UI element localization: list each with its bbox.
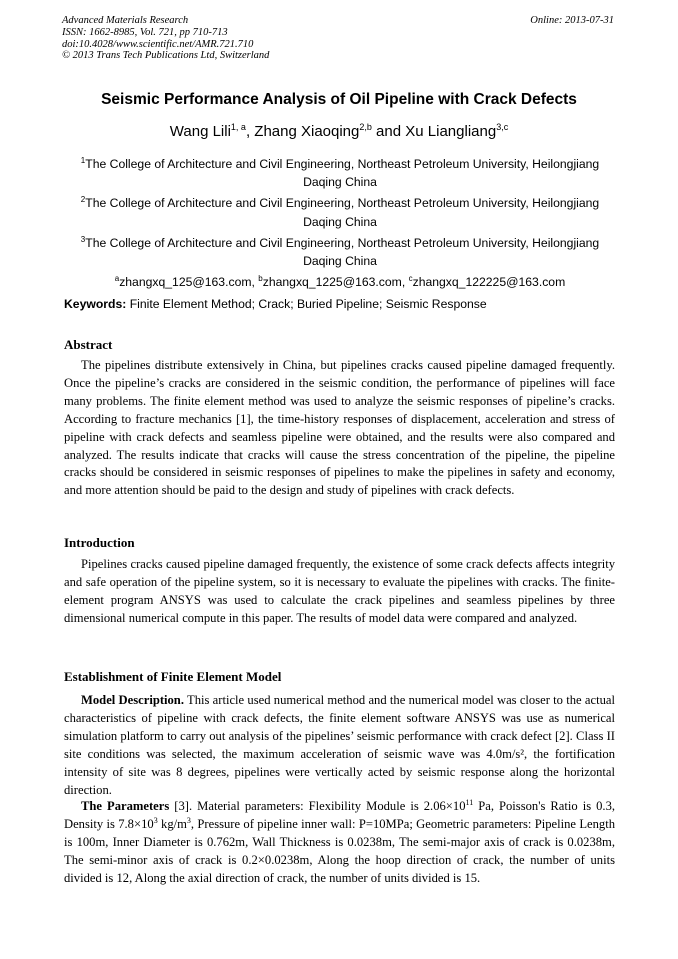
email-link[interactable]: zhangxq_122225@163.com — [412, 275, 566, 290]
author-list — [0, 122, 678, 140]
parameters-ref: [3]. — [169, 799, 193, 813]
author-sup: 3,c — [496, 122, 509, 132]
author-separator: , — [245, 123, 255, 140]
affiliation-line: Daqing China — [303, 214, 377, 229]
abstract-heading: Abstract — [64, 337, 113, 352]
parameters-label: The Parameters — [81, 799, 170, 813]
keywords-text: Finite Element Method; Crack; Buried Pipeline; Seismic Response — [126, 297, 487, 311]
parameters-sup: 3 — [153, 815, 158, 825]
model-description-text: This article used numerical method and the numerical model was closer to the actual characteristics of pipeline with crack defects, the finite element software ANSYS was use as numerical simulation platform to carry out analysis of the pipelines’ seismic performance with crack defect [2]. Class II site conditions was selected, the maximum acceleration of seismic wave was 4.0m/s², the fortification intensity of site was 8 degrees, pipelines were vertically acted by seismic response along the horizontal direction. — [64, 693, 615, 797]
email-sup: a — [114, 274, 120, 284]
affiliation-sup: 1 — [80, 156, 86, 165]
parameters-sup: 11 — [465, 797, 474, 807]
affiliation-line: The College of Architecture and Civil Engineering, Northeast Petroleum University, Heilongjiang — [85, 196, 600, 211]
author-name: Xu Liangliang — [405, 123, 497, 140]
email-sup: c — [408, 274, 413, 284]
issn: ISSN: 1662-8985, Vol. 721, pp 710-713 — [62, 26, 228, 38]
parameters-paragraph — [64, 798, 615, 888]
journal-name: Advanced Materials Research — [62, 15, 189, 26]
affiliation-line: Daqing China — [303, 254, 377, 269]
affiliation — [60, 152, 620, 173]
affiliation-line: The College of Architecture and Civil Engineering, Northeast Petroleum University, Heilongjiang — [85, 157, 600, 172]
affiliations — [60, 152, 620, 292]
parameters-sup: 3 — [186, 815, 191, 825]
author-sup: 1, a — [230, 122, 246, 132]
model-description-paragraph — [64, 692, 615, 799]
copyright: © 2013 Trans Tech Publications Ltd, Switzerland — [62, 50, 270, 62]
affiliation-line: The College of Architecture and Civil Engineering, Northeast Petroleum University, Heilongjiang — [85, 236, 600, 250]
parameters-text: , Pressure of pipeline inner wall: P=10MPa; Geometric parameters: Pipeline Length is 100m, Inner Diameter is 0.762m, Wall Thickness is 0.0238m, The semi-major axis of crack is 0.0238m, The semi-minor axis of crack is 0.2×0.0238m, Along the hoop direction of crack, the number of units divided is 12, Along the axial direction of crack, the number of units divided is 15. — [64, 816, 616, 885]
keywords — [64, 297, 487, 311]
journal-header — [62, 15, 269, 62]
fem-section-heading: Establishment of Finite Element Model — [64, 669, 282, 684]
email-line — [60, 270, 620, 291]
abstract-text: The pipelines distribute extensively in China, but pipelines cracks caused pipeline damaged frequently. Once the pipeline’s cracks are considered in the seismic condition, the performance of pipelines will face many problems. The finite element method was used to analyze the seismic responses of pipeline’s cracks. According to fracture mechanics [1], the time-history responses of displacement, acceleration and stress of pipeline with crack defects and seamless pipeline were obtained, and the results were also compared and analyzed. The results indicate that cracks will cause the stress concentration of the pipeline, the pipeline cracks should be considered in seismic responses of pipelines to make the pipelines in safety and economy, and more attention should be paid to the design and study of pipelines with crack defects. — [64, 358, 615, 498]
parameters-text: Pa, Poisson's Ratio is 0.3, Density is 7.8×10 — [64, 799, 616, 831]
parameters-text: Material parameters: Flexibility Module is 2.06×10 — [192, 799, 466, 813]
affiliation-sup: 3 — [80, 234, 86, 244]
affiliation — [60, 231, 620, 252]
keywords-label: Keywords: — [64, 297, 127, 311]
affiliation-sup: 2 — [80, 195, 86, 205]
doi: doi:10.4028/www.scientific.net/AMR.721.710 — [62, 38, 254, 50]
author-name: Wang Lili — [169, 123, 231, 140]
author-name: Zhang Xiaoqing — [254, 123, 360, 140]
author-separator: and — [371, 123, 406, 140]
email-sup: b — [258, 274, 263, 284]
online-date: Online: 2013-07-31 — [530, 15, 614, 26]
email-link[interactable]: zhangxq_125@163.com, — [119, 275, 259, 290]
paper-title: Seismic Performance Analysis of Oil Pipeline with Crack Defects — [101, 91, 577, 108]
email-link[interactable]: zhangxq_1225@163.com, — [262, 275, 409, 290]
introduction-text: Pipelines cracks caused pipeline damaged frequently, the existence of some crack defects affects integrity and safe operation of the pipeline system, so it is necessary to evaluate the pipelines with cracks. The finite-element program ANSYS was used to calculate the crack pipelines and seamless pipelines by three dimensional numerical compute in this paper. The results of model data were compared and analyzed. — [64, 557, 615, 625]
affiliation — [60, 191, 620, 212]
author-sup: 2,b — [359, 122, 372, 132]
affiliation-line: Daqing China — [303, 175, 377, 190]
parameters-text: kg/m — [157, 816, 187, 831]
introduction-heading: Introduction — [64, 535, 135, 550]
model-description-label: Model Description. — [81, 693, 184, 707]
